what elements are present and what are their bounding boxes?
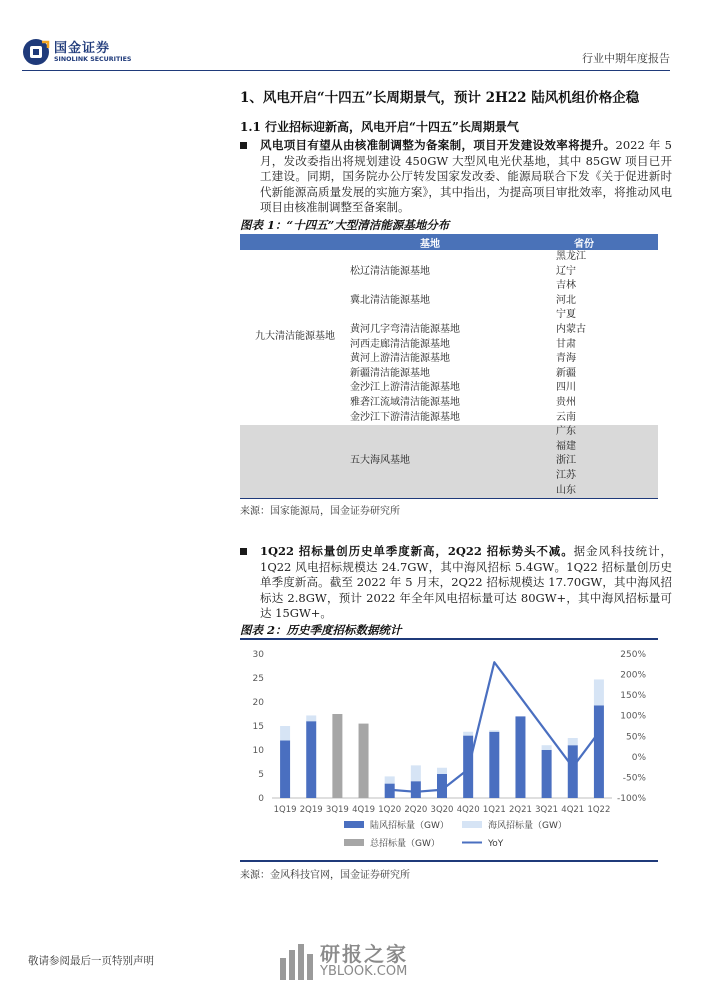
x-axis-tick-label: 2Q19 bbox=[299, 805, 323, 815]
table-row: 雅砻江流域清洁能源基地 贵州 bbox=[350, 396, 576, 408]
legend-label: 总招标量（GW） bbox=[370, 839, 440, 849]
left-axis-tick-label: 20 bbox=[252, 698, 264, 708]
tender-chart bbox=[240, 640, 660, 860]
table-row: 九大清洁能源基地 黑龙江 bbox=[240, 250, 658, 265]
table-row: 金沙江下游清洁能源基地 云南 bbox=[350, 411, 576, 423]
left-axis-tick-label: 10 bbox=[252, 746, 264, 756]
bar-onshore bbox=[280, 740, 290, 798]
table-row: 冀北清洁能源基地 河北 bbox=[350, 294, 576, 306]
legend-label: 陆风招标量（GW） bbox=[370, 821, 449, 831]
paragraph-lead: 风电项目有望从由核准制调整为备案制，项目开发建设效率将提升。 bbox=[260, 138, 616, 152]
x-axis-tick-label: 4Q19 bbox=[352, 805, 375, 815]
table-bottom-rule bbox=[240, 498, 658, 499]
table-row: 吉林 bbox=[556, 280, 576, 292]
bar-offshore bbox=[411, 765, 421, 781]
watermark-text-en: YBLOOK.COM bbox=[320, 964, 408, 979]
category-nine-bases: 九大清洁能源基地 bbox=[255, 331, 335, 343]
watermark-text-cn: 研报之家 bbox=[320, 942, 408, 966]
bar-offshore bbox=[463, 732, 473, 736]
table-row: 黄河几字弯清洁能源基地 内蒙古 bbox=[350, 323, 586, 335]
x-axis-tick-label: 1Q20 bbox=[378, 805, 402, 815]
figure2-source: 来源：金风科技官网，国金证券研究所 bbox=[240, 870, 410, 881]
left-axis-tick-label: 5 bbox=[258, 770, 264, 780]
bar-offshore bbox=[489, 730, 499, 731]
x-axis-tick-label: 1Q21 bbox=[482, 805, 506, 815]
report-type: 行业中期年度报告 bbox=[582, 52, 670, 65]
brand-logo-icon bbox=[22, 38, 50, 66]
brand-name-en: SINOLINK SECURITIES bbox=[54, 55, 132, 63]
figure2-bottom-rule bbox=[240, 860, 658, 862]
x-axis-tick-label: 4Q21 bbox=[561, 805, 585, 815]
legend-swatch bbox=[344, 821, 364, 828]
legend-swatch bbox=[344, 839, 364, 846]
legend-label: 海风招标量（GW） bbox=[488, 821, 567, 831]
brand-logo bbox=[22, 38, 131, 66]
right-axis-tick-label: 150% bbox=[620, 691, 646, 702]
legend-swatch bbox=[462, 821, 482, 828]
header-divider bbox=[22, 70, 670, 71]
table-row: 山东 bbox=[240, 484, 658, 499]
legend-label: YoY bbox=[488, 839, 504, 849]
x-axis-tick-label: 3Q20 bbox=[430, 805, 454, 815]
paragraph-policy bbox=[240, 138, 672, 216]
bar-onshore bbox=[306, 721, 316, 798]
footer-disclaimer: 敬请参阅最后一页特别声明 bbox=[28, 955, 154, 967]
paragraph-body: 2022 年 5 月，发改委指出将规划建设 450GW 大型风电光伏基地，其中 85GW 项目已开工建设。同期，国务院办公厅转发国家发改委、能源局联合下发《关于促进新时代新能源高质量发展的实施方案》，其中指出，为提高项目审批效率，将推动风电项目由核准制调整至备案制。 bbox=[260, 138, 672, 214]
bar-offshore bbox=[306, 715, 316, 721]
bullet-square-icon bbox=[240, 548, 247, 555]
clean-energy-base-table bbox=[240, 234, 658, 499]
right-axis-tick-label: -100% bbox=[617, 794, 646, 804]
paragraph-body: 据金风科技统计，1Q22 风电招标规模达 24.7GW，其中海风招标 5.4GW。1Q22 招标量创历史单季度新高。截至 2022 年 5 月末，2Q22 招标规模达 17.70GW，其中海风招标达 2.8GW，预计 2022 年全年风电招标量可达 80GW+，其中海风招标量可达 15GW+。 bbox=[260, 544, 672, 620]
bar-offshore bbox=[437, 768, 447, 774]
bar-onshore bbox=[489, 732, 499, 798]
right-axis-tick-label: 50% bbox=[625, 732, 646, 743]
bar-total bbox=[359, 724, 369, 798]
x-axis-tick-label: 4Q20 bbox=[456, 805, 480, 815]
bar-offshore bbox=[542, 745, 552, 750]
left-axis-tick-label: 30 bbox=[252, 650, 264, 660]
x-axis-tick-label: 2Q21 bbox=[509, 805, 532, 815]
subsection-heading: 1.1 行业招标迎新高，风电开启“十四五”长周期景气 bbox=[240, 120, 519, 134]
bar-offshore bbox=[280, 726, 290, 740]
paragraph-tender bbox=[240, 544, 672, 622]
left-axis-tick-label: 15 bbox=[252, 722, 264, 732]
table-row: 河西走廊清洁能源基地 甘肃 bbox=[350, 338, 576, 350]
brand-name-cn: 国金证券 bbox=[54, 40, 111, 56]
bar-offshore bbox=[594, 679, 604, 705]
right-axis-tick-label: 100% bbox=[620, 711, 646, 722]
x-axis-tick-label: 1Q19 bbox=[273, 805, 297, 815]
bar-onshore bbox=[515, 716, 525, 798]
table-row: 新疆清洁能源基地 新疆 bbox=[350, 367, 576, 379]
bar-onshore bbox=[594, 705, 604, 798]
figure2-title: 图表 2：历史季度招标数据统计 bbox=[240, 623, 402, 637]
left-axis-tick-label: 0 bbox=[258, 794, 264, 804]
right-axis-tick-label: -50% bbox=[622, 773, 646, 784]
table-row: 福建 bbox=[240, 440, 658, 455]
table-row: 江苏 bbox=[240, 469, 658, 484]
section-heading: 1、风电开启“十四五”长周期景气，预计 2H22 陆风机组价格企稳 bbox=[240, 90, 640, 106]
table-row: 浙江 bbox=[240, 454, 658, 469]
right-axis-tick-label: 0% bbox=[631, 752, 646, 763]
bar-offshore bbox=[385, 776, 395, 783]
right-axis-tick-label: 200% bbox=[620, 670, 646, 681]
category-five-offshore: 五大海风基地 bbox=[350, 425, 510, 498]
bar-offshore bbox=[568, 738, 578, 745]
x-axis-tick-label: 3Q21 bbox=[535, 805, 559, 815]
watermark-logo-icon bbox=[276, 940, 316, 984]
watermark bbox=[276, 940, 456, 984]
table-row: 金沙江上游清洁能源基地 四川 bbox=[350, 382, 576, 394]
bar-onshore bbox=[568, 745, 578, 798]
table-header-row bbox=[240, 234, 658, 250]
bar-onshore bbox=[411, 781, 421, 798]
table-row: 宁夏 bbox=[556, 309, 576, 321]
bullet-square-icon bbox=[240, 142, 247, 149]
column-header-province: 省份 bbox=[510, 234, 658, 250]
table-row: 五大海风基地 广东 bbox=[240, 425, 658, 440]
x-axis-tick-label: 1Q22 bbox=[587, 805, 611, 815]
table1-source: 来源：国家能源局，国金证券研究所 bbox=[240, 506, 400, 517]
column-header-base: 基地 bbox=[350, 234, 510, 250]
table-row: 松辽清洁能源基地 辽宁 bbox=[350, 265, 576, 277]
page-header bbox=[22, 38, 670, 70]
bar-total bbox=[332, 714, 342, 798]
left-axis-tick-label: 25 bbox=[252, 674, 264, 684]
tender-chart-svg bbox=[240, 640, 660, 860]
paragraph-lead: 1Q22 招标量创历史单季度新高，2Q22 招标势头不减。 bbox=[260, 544, 574, 558]
bar-onshore bbox=[542, 750, 552, 798]
table-row: 黄河上游清洁能源基地 青海 bbox=[350, 353, 576, 365]
right-axis-tick-label: 250% bbox=[620, 650, 646, 660]
table1-title: 图表 1：“十四五”大型清洁能源基地分布 bbox=[240, 218, 450, 232]
x-axis-tick-label: 2Q20 bbox=[404, 805, 428, 815]
x-axis-tick-label: 3Q19 bbox=[325, 805, 349, 815]
